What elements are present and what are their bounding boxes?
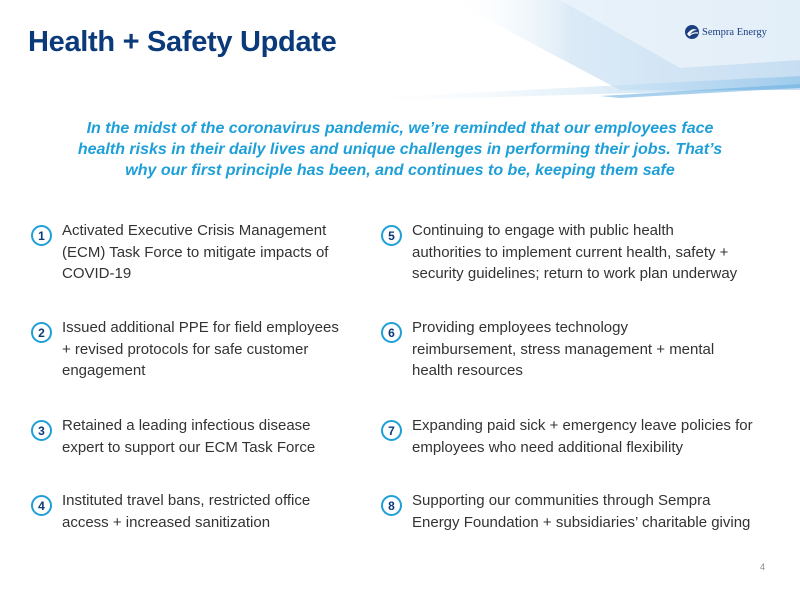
item-line: COVID-19	[62, 265, 132, 282]
list-item-7	[381, 415, 753, 458]
list-item-1	[31, 220, 328, 285]
list-item-2	[31, 317, 339, 382]
company-logo	[684, 24, 767, 40]
number-badge: 6	[381, 322, 402, 343]
list-item-5	[381, 220, 737, 285]
item-line: Continuing to engage with public health	[412, 222, 674, 239]
item-line: (ECM) Task Force to mitigate impacts of	[62, 243, 329, 261]
item-text	[412, 220, 737, 285]
item-line: engagement	[62, 362, 146, 379]
list-item-6	[381, 317, 714, 382]
item-text	[412, 490, 750, 533]
item-text	[62, 415, 315, 458]
intro-statement	[50, 118, 750, 181]
intro-line: In the midst of the coronavirus pandemic, we’re reminded that our employees face	[86, 120, 714, 137]
item-text	[412, 317, 714, 382]
page-number: 4	[760, 562, 766, 572]
list-item-4	[31, 490, 310, 533]
number-badge: 1	[31, 225, 52, 246]
item-line: security guidelines; return to work plan underway	[412, 265, 738, 282]
item-line: expert to support our ECM Task Force	[62, 438, 316, 456]
number-badge: 2	[31, 322, 52, 343]
item-line: access + increased sanitization	[62, 513, 271, 531]
page-title: Health + Safety Update	[28, 26, 337, 58]
intro-line: why our first principle has been, and continues to be, keeping them safe	[125, 162, 675, 179]
number-badge: 4	[31, 495, 52, 516]
item-text	[412, 415, 753, 458]
item-line: employees who need additional flexibility	[412, 438, 683, 456]
item-line: Energy Foundation + subsidiaries’ charitable giving	[412, 513, 751, 531]
flame-logo-icon	[684, 24, 700, 40]
item-line: Expanding paid sick + emergency leave policies for	[412, 417, 753, 434]
logo-wordmark: Sempra Energy	[702, 26, 767, 38]
intro-line: health risks in their daily lives and unique challenges in performing their jobs. That’s	[77, 141, 723, 158]
number-badge: 3	[31, 420, 52, 441]
number-badge: 8	[381, 495, 402, 516]
number-badge: 5	[381, 225, 402, 246]
list-item-3	[31, 415, 315, 458]
item-line: Retained a leading infectious disease	[62, 417, 311, 434]
item-line: reimbursement, stress management + mental	[412, 340, 715, 358]
item-line: Instituted travel bans, restricted office	[62, 492, 311, 509]
item-line: health resources	[412, 362, 523, 379]
item-line: Activated Executive Crisis Management	[62, 222, 327, 239]
item-line: Supporting our communities through Sempra	[412, 492, 711, 509]
item-text	[62, 490, 310, 533]
item-line: authorities to implement current health, safety +	[412, 243, 729, 261]
item-text	[62, 317, 339, 382]
item-line: Providing employees technology	[412, 319, 628, 336]
list-item-8	[381, 490, 750, 533]
item-text	[62, 220, 328, 285]
number-badge: 7	[381, 420, 402, 441]
item-line: Issued additional PPE for field employees	[62, 319, 339, 336]
item-line: + revised protocols for safe customer	[62, 340, 309, 358]
